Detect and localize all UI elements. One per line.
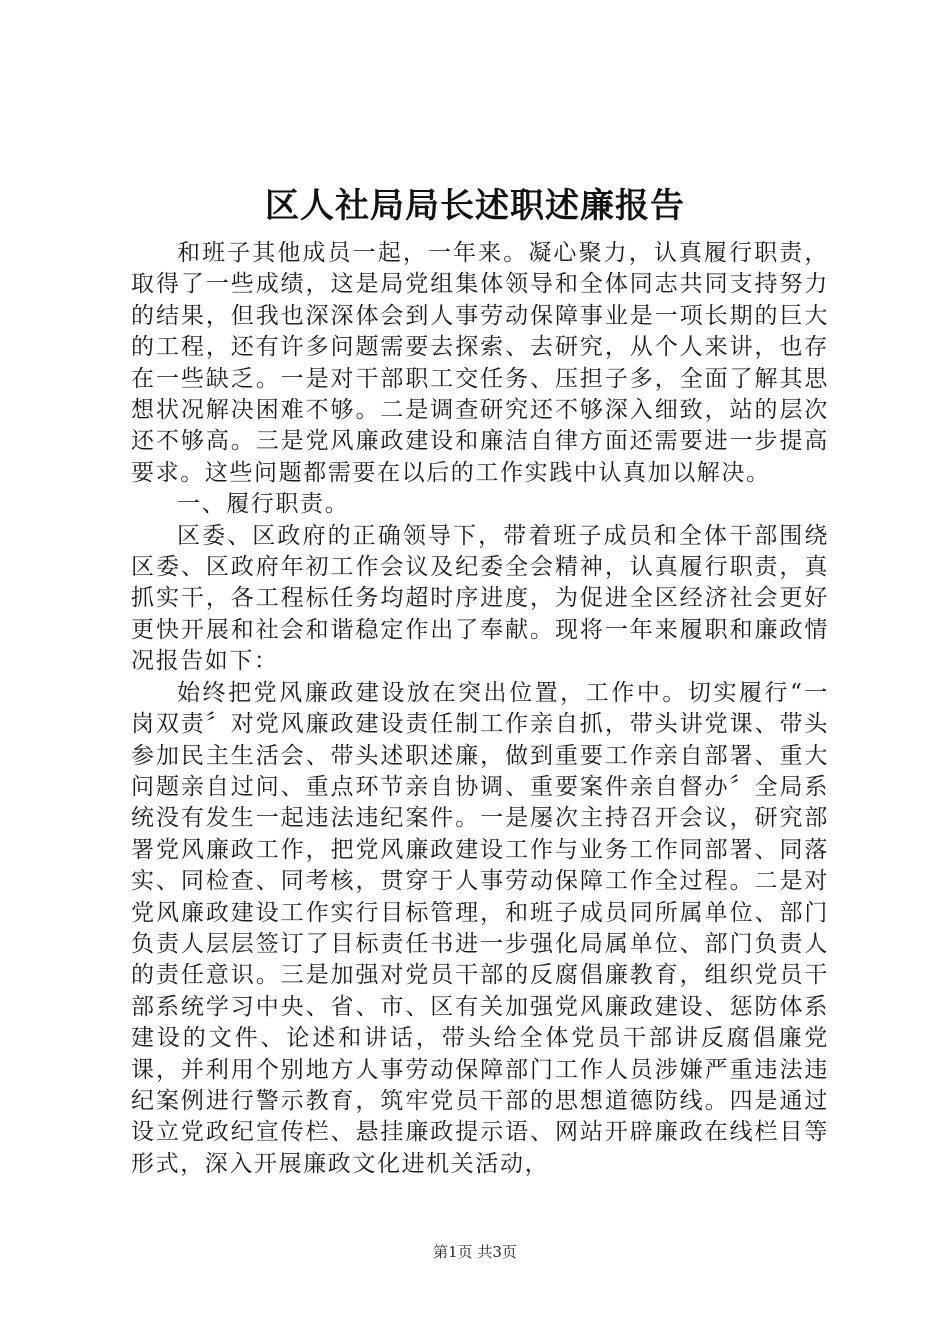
paragraph-integrity: 始终把党风廉政建设放在突出位置，工作中。切实履行“一岗双责〞对党风廉政建设责任制工作亲自抓，带头讲党课、带头参加民主生活会、带头述职述廉，做到重要工作亲自部署、重大问题亲自过问、重点环节亲自协调、重要案件亲自督办〞全局系统没有发生一起违法违纪案件。一是屡次主持召开会议，研究部署党风廉政工作，把党风廉政建设工作与业务工作同部署、同落实、同检查、同考核，贯穿于人事劳动保障工作全过程。二是对党风廉政建设工作实行目标管理，和班子成员同所属单位、部门负责人层层签订了目标责任书进一步强化局属单位、部门负责人的责任意识。三是加强对党员干部的反腐倡廉教育，组织党员干部系统学习中央、省、市、区有关加强党风廉政建设、惩防体系建设的文件、论述和讲话，带头给全体党员干部讲反腐倡廉党课，并利用个别地方人事劳动保障部门工作人员涉嫌严重违法违纪案例进行警示教育，筑牢党员干部的思想道德防线。四是通过设立党政纪宣传栏、悬挂廉政提示语、网站开辟廉政在线栏目等形式，深入开展廉政文化进机关活动， — [131, 679, 829, 1177]
paragraph-section-heading: 一、履行职责。 — [177, 491, 350, 518]
paragraph-intro: 和班子其他成员一起，一年来。凝心聚力，认真履行职责，取得了一些成绩，这是局党组集体领导和全体同志共同支持努力的结果，但我也深深体会到人事劳动保障事业是一项长期的巨大的工程，还有许多问题需要去探索、去研究，从个人来讲，也存在一些缺乏。一是对干部职工交任务、压担子多，全面了解其思想状况解决困难不够。二是调查研究还不够深入细致，站的层次还不够高。三是党风廉政建设和廉洁自律方面还需要进一步提高要求。这些问题都需要在以后的工作实践中认真加以解决。 — [131, 240, 829, 486]
page-number-footer: 第1页 共3页 — [433, 1243, 517, 1261]
document-body — [131, 238, 829, 1180]
paragraph-duties: 区委、区政府的正确领导下，带着班子成员和全体干部围绕区委、区政府年初工作会议及纪委全会精神，认真履行职责，真抓实干，各工程标任务均超时序进度，为促进全区经济社会更好更快开展和社会和谐稳定作出了奉献。现将一年来履职和廉政情况报告如下： — [131, 522, 829, 675]
document-title: 区人社局局长述职述廉报告 — [265, 186, 685, 226]
